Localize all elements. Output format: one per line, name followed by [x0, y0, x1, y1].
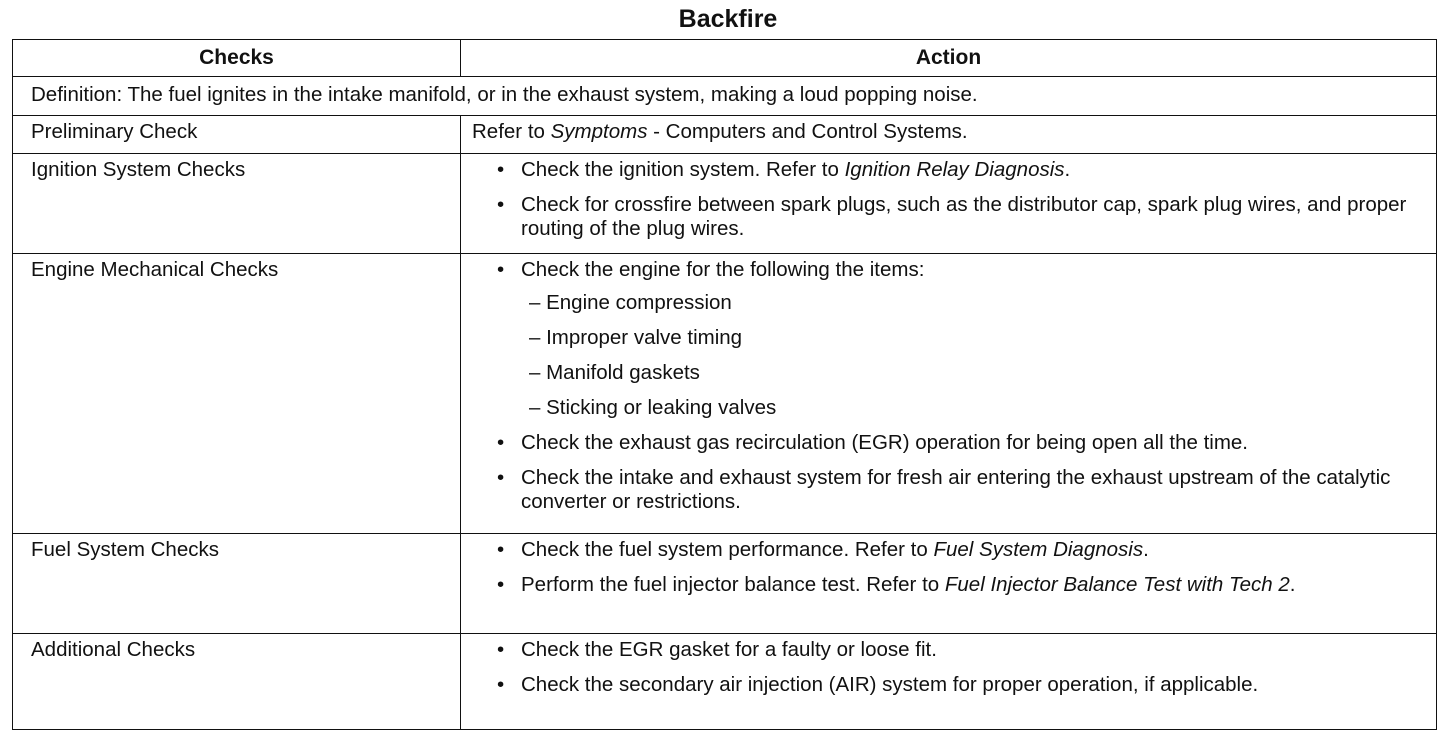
action-text: - Computers and Control Systems.	[647, 120, 968, 143]
sub-list-item: – Manifold gaskets	[529, 361, 700, 384]
page-title: Backfire	[678, 5, 778, 33]
list-item	[497, 538, 1426, 562]
definition-row	[13, 77, 1437, 116]
check-name: Ignition System Checks	[13, 154, 461, 254]
table-header-row	[13, 40, 1437, 77]
checks-column-header: Checks	[13, 40, 461, 77]
action-list	[497, 258, 1426, 514]
check-name: Fuel System Checks	[13, 534, 461, 634]
list-item	[497, 431, 1426, 455]
sub-list-item: – Improper valve timing	[529, 326, 743, 349]
reference-link: Ignition Relay Diagnosis	[844, 158, 1065, 181]
reference-link: Symptoms	[550, 120, 648, 143]
bullet-icon: •	[497, 573, 505, 596]
check-name: Engine Mechanical Checks	[13, 254, 461, 534]
bullet-icon: •	[497, 673, 505, 696]
sub-list	[529, 291, 1426, 420]
action-text: Check the exhaust gas recirculation (EGR) operation for being open all the time.	[521, 431, 1248, 454]
table-row	[13, 254, 1437, 534]
list-item	[497, 466, 1426, 514]
list-item	[497, 673, 1426, 697]
action-column-header: Action	[461, 40, 1437, 77]
table-row	[13, 154, 1437, 254]
list-item	[497, 638, 1426, 662]
action-text: Check the ignition system. Refer to	[521, 158, 845, 181]
bullet-icon: •	[497, 193, 505, 216]
bullet-icon: •	[497, 538, 505, 561]
action-cell	[461, 254, 1437, 534]
bullet-icon: •	[497, 158, 505, 181]
bullet-icon: •	[497, 466, 505, 489]
action-text: Check the secondary air injection (AIR) system for proper operation, if applicable.	[521, 673, 1259, 696]
action-text: Check the fuel system performance. Refer to	[521, 538, 934, 561]
action-text: Perform the fuel injector balance test. Refer to	[521, 573, 945, 596]
reference-link: Fuel Injector Balance Test with Tech 2	[944, 573, 1290, 596]
list-item	[497, 193, 1426, 241]
action-text: Refer to	[472, 120, 551, 143]
action-cell	[461, 634, 1437, 730]
action-text: .	[1064, 158, 1071, 181]
reference-link: Fuel System Diagnosis	[933, 538, 1144, 561]
sub-list-item: – Sticking or leaking valves	[529, 396, 777, 419]
action-text: Check the intake and exhaust system for fresh air entering the exhaust upstream of the catalytic converter or restrictions.	[521, 466, 1391, 513]
action-text: Check for crossfire between spark plugs, such as the distributor cap, spark plug wires, and proper routing of the plug wires.	[521, 193, 1407, 240]
action-text: Check the EGR gasket for a faulty or loose fit.	[521, 638, 937, 661]
bullet-icon: •	[497, 431, 505, 454]
action-text: .	[1143, 538, 1149, 561]
action-text: Check the engine for the following the items:	[521, 258, 925, 281]
table-row	[13, 534, 1437, 634]
bullet-icon: •	[497, 638, 505, 661]
action-cell	[461, 116, 1437, 154]
check-name: Additional Checks	[13, 634, 461, 730]
check-name: Preliminary Check	[13, 116, 461, 154]
table-row	[13, 634, 1437, 730]
action-cell	[461, 534, 1437, 634]
action-list	[497, 158, 1426, 241]
list-item	[497, 258, 1426, 420]
definition-text: Definition: The fuel ignites in the intake manifold, or in the exhaust system, making a loud popping noise.	[13, 77, 1437, 116]
sub-list-item: – Engine compression	[529, 291, 732, 314]
action-text: .	[1289, 573, 1296, 596]
list-item	[497, 158, 1426, 182]
table-row	[13, 116, 1437, 154]
action-list	[497, 638, 1426, 697]
action-list	[497, 538, 1426, 597]
diagnostic-table	[12, 39, 1437, 730]
bullet-icon: •	[497, 258, 505, 281]
action-cell	[461, 154, 1437, 254]
list-item	[497, 573, 1426, 597]
